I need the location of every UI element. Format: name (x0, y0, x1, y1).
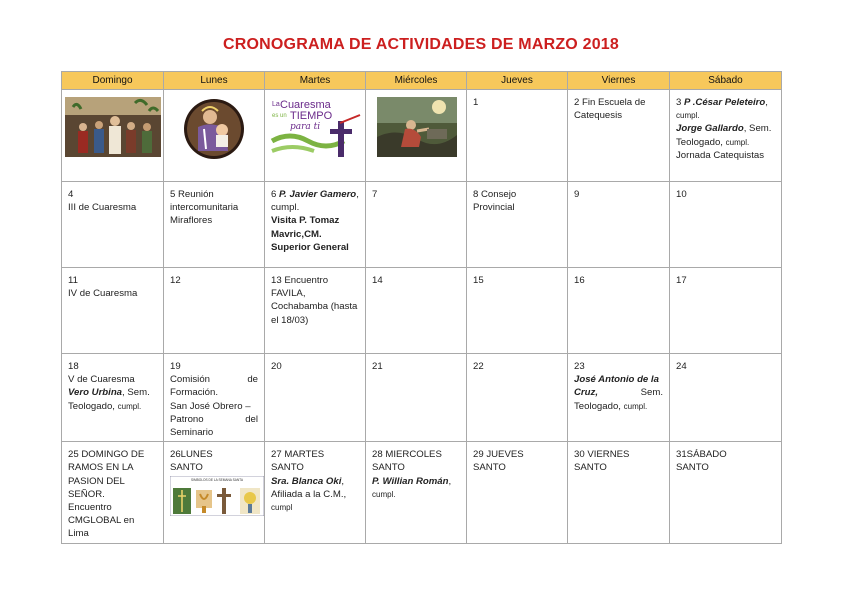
day-number: 22 (473, 361, 484, 372)
event-text: 27 MARTES (271, 449, 325, 461)
day-cell (670, 442, 782, 543)
separator: , Sem. (743, 123, 772, 135)
day-cell (62, 182, 164, 268)
event-text: SANTO (473, 462, 506, 474)
day-cell (62, 90, 164, 182)
event-text: Jornada Catequistas (676, 149, 764, 161)
day-cell (467, 182, 568, 268)
day-cell (366, 90, 467, 182)
event-text: 28 MIERCOLES (372, 449, 442, 461)
day-cell (670, 268, 782, 354)
day-number: 21 (372, 361, 383, 372)
day-number: 24 (676, 361, 687, 372)
event-text: IV de Cuaresma (68, 288, 138, 300)
event-text: Miraflores (170, 215, 213, 227)
day-cell (164, 354, 265, 442)
event-text: V de Cuaresma (68, 374, 135, 386)
svg-text:Cuaresma: Cuaresma (280, 99, 331, 111)
day-cell (164, 182, 265, 268)
day-cell (62, 442, 164, 543)
event-text: PASION DEL SEÑOR. (68, 475, 125, 500)
event-text: RAMOS EN LA (68, 462, 134, 474)
day-number: 11 (68, 275, 78, 286)
event-text: de (247, 374, 258, 386)
event-line (170, 373, 258, 386)
event-text: Teologado, (574, 400, 621, 412)
weekday-header-row (62, 72, 782, 90)
cumpl-label: cumpl. (623, 401, 648, 411)
day-number: 9 (574, 189, 580, 200)
day-cell (670, 90, 782, 182)
day-cell (568, 268, 670, 354)
separator: , Sem. (122, 387, 150, 399)
day-number: 17 (676, 275, 687, 286)
day-cell (366, 442, 467, 543)
separator: , (356, 189, 359, 200)
event-line (574, 400, 663, 413)
day-number: 14 (372, 275, 383, 286)
event-text: SANTO (372, 462, 405, 474)
svg-text:TIEMPO: TIEMPO (290, 110, 333, 122)
svg-text:para ti: para ti (290, 122, 321, 132)
event-line (271, 188, 359, 201)
header-viernes: Viernes (568, 72, 670, 90)
cumpl-label: cumpl. (372, 489, 396, 499)
cumpl-label: cumpl. (271, 202, 300, 214)
day-number: 1 (473, 97, 479, 108)
event-text: 25 DOMINGO DE (68, 449, 145, 461)
event-text: 5 Reunión (170, 189, 214, 200)
event-text: 31SÁBADO (676, 449, 727, 461)
cuaresma-logo-image (270, 97, 362, 159)
person-name: Cruz, (574, 387, 598, 399)
event-text: San José Obrero – (170, 400, 251, 412)
day-number: 23 (574, 361, 585, 372)
day-number: 12 (170, 275, 181, 286)
day-number: 16 (574, 275, 585, 286)
palm-sunday-image (65, 97, 161, 157)
event-line (372, 475, 460, 488)
day-cell (265, 182, 366, 268)
event-text: SANTO (271, 462, 304, 474)
event-line (68, 386, 157, 399)
header-miercoles: Miércoles (366, 72, 467, 90)
person-name: Jorge Gallardo (676, 123, 744, 135)
event-text: Teologado, (68, 400, 115, 412)
event-text: del (245, 413, 258, 425)
event-text: SANTO (574, 462, 607, 474)
day-cell (467, 268, 568, 354)
day-number: 10 (676, 189, 687, 200)
day-cell (670, 354, 782, 442)
svg-text:La: La (272, 101, 280, 108)
day-cell (265, 354, 366, 442)
day-cell (467, 90, 568, 182)
event-text: Comisión (170, 374, 210, 386)
event-text: Superior General (271, 241, 349, 253)
event-text: Mavric,CM. (271, 228, 322, 240)
header-domingo: Domingo (62, 72, 164, 90)
event-text: Visita P. Tomaz (271, 215, 340, 227)
person-name: P. Willian Román (372, 475, 449, 487)
cumpl-label: cumpl (271, 503, 293, 513)
day-cell (265, 90, 366, 182)
event-text: Afiliada a la C.M., (271, 488, 347, 500)
event-line (271, 475, 359, 488)
event-text: Sem. (640, 387, 663, 399)
day-number: 3 (676, 97, 682, 108)
event-text: SANTO (676, 462, 709, 474)
day-number: 6 (271, 189, 277, 200)
person-name: P .César Peleteiro (684, 97, 766, 108)
day-number: 7 (372, 189, 378, 200)
header-lunes: Lunes (164, 72, 265, 90)
event-text: Provincial (473, 202, 515, 214)
day-cell (164, 268, 265, 354)
event-text: Formación. (170, 387, 218, 399)
day-cell (670, 182, 782, 268)
day-cell (164, 442, 265, 543)
calendar-table (61, 71, 782, 544)
day-cell (265, 442, 366, 543)
day-cell (62, 268, 164, 354)
header-jueves: Jueves (467, 72, 568, 90)
event-text: Teologado, (676, 136, 723, 148)
week-row (62, 354, 782, 442)
event-text: Seminario (170, 427, 214, 439)
event-text: 13 Encuentro (271, 275, 329, 286)
gethsemane-image (377, 97, 457, 157)
header-martes: Martes (265, 72, 366, 90)
event-line (676, 136, 775, 149)
day-cell (568, 90, 670, 182)
day-number: 15 (473, 275, 484, 286)
person-name: P. Javier Gamero (279, 189, 357, 200)
event-text: Catequesis (574, 110, 622, 122)
day-cell (568, 442, 670, 543)
svg-text:es un: es un (272, 113, 287, 119)
day-number: 4 (68, 189, 74, 200)
day-cell (467, 354, 568, 442)
week-row (62, 442, 782, 543)
event-text: 2 Fin Escuela de (574, 97, 646, 108)
page-title: CRONOGRAMA DE ACTIVIDADES DE MARZO 2018 (223, 36, 619, 53)
day-number: 18 (68, 361, 79, 372)
cumpl-label: cumpl. (725, 137, 750, 147)
event-text: Cochabamba (hasta (271, 301, 358, 313)
day-cell (568, 354, 670, 442)
holy-week-banner-title: SIMBOLOS DE LA SEMANA SANTA (190, 477, 244, 482)
event-text: 26LUNES (170, 449, 213, 461)
event-line (574, 386, 663, 399)
saint-joseph-image (182, 97, 246, 161)
event-text: FAVILA, (271, 288, 306, 300)
day-cell (467, 442, 568, 543)
day-number: 19 (170, 361, 181, 372)
event-text: Encuentro (68, 502, 112, 514)
event-line (676, 122, 775, 135)
event-text: el 18/03) (271, 314, 309, 326)
event-line (170, 413, 258, 426)
event-line (68, 400, 157, 413)
event-line (676, 96, 775, 109)
day-cell (366, 354, 467, 442)
event-text: 29 JUEVES (473, 449, 524, 461)
day-cell (366, 182, 467, 268)
event-text: CMGLOBAL en Lima (68, 515, 135, 540)
separator: , (341, 475, 345, 487)
event-text: intercomunitaria (170, 202, 239, 214)
day-cell (366, 268, 467, 354)
cumpl-label: cumpl. (676, 111, 700, 121)
day-number: 20 (271, 361, 282, 372)
separator: , (448, 475, 452, 487)
person-name: Sra. Blanca Oki (271, 475, 342, 487)
day-cell (62, 354, 164, 442)
cumpl-label: cumpl. (117, 401, 142, 411)
person-name: Vero Urbina (68, 387, 123, 399)
week-row (62, 90, 782, 182)
holy-week-symbols-image (170, 476, 264, 516)
week-row (62, 268, 782, 354)
person-name: José Antonio de la (574, 374, 659, 386)
header-sabado: Sábado (670, 72, 782, 90)
event-text: 8 Consejo (473, 189, 517, 200)
day-cell (164, 90, 265, 182)
event-text: 30 VIERNES (574, 449, 630, 461)
week-row (62, 182, 782, 268)
separator: , (765, 97, 768, 108)
event-text: SANTO (170, 462, 203, 474)
day-cell (568, 182, 670, 268)
day-cell (265, 268, 366, 354)
event-text: Patrono (170, 413, 204, 425)
event-text: III de Cuaresma (68, 202, 137, 214)
